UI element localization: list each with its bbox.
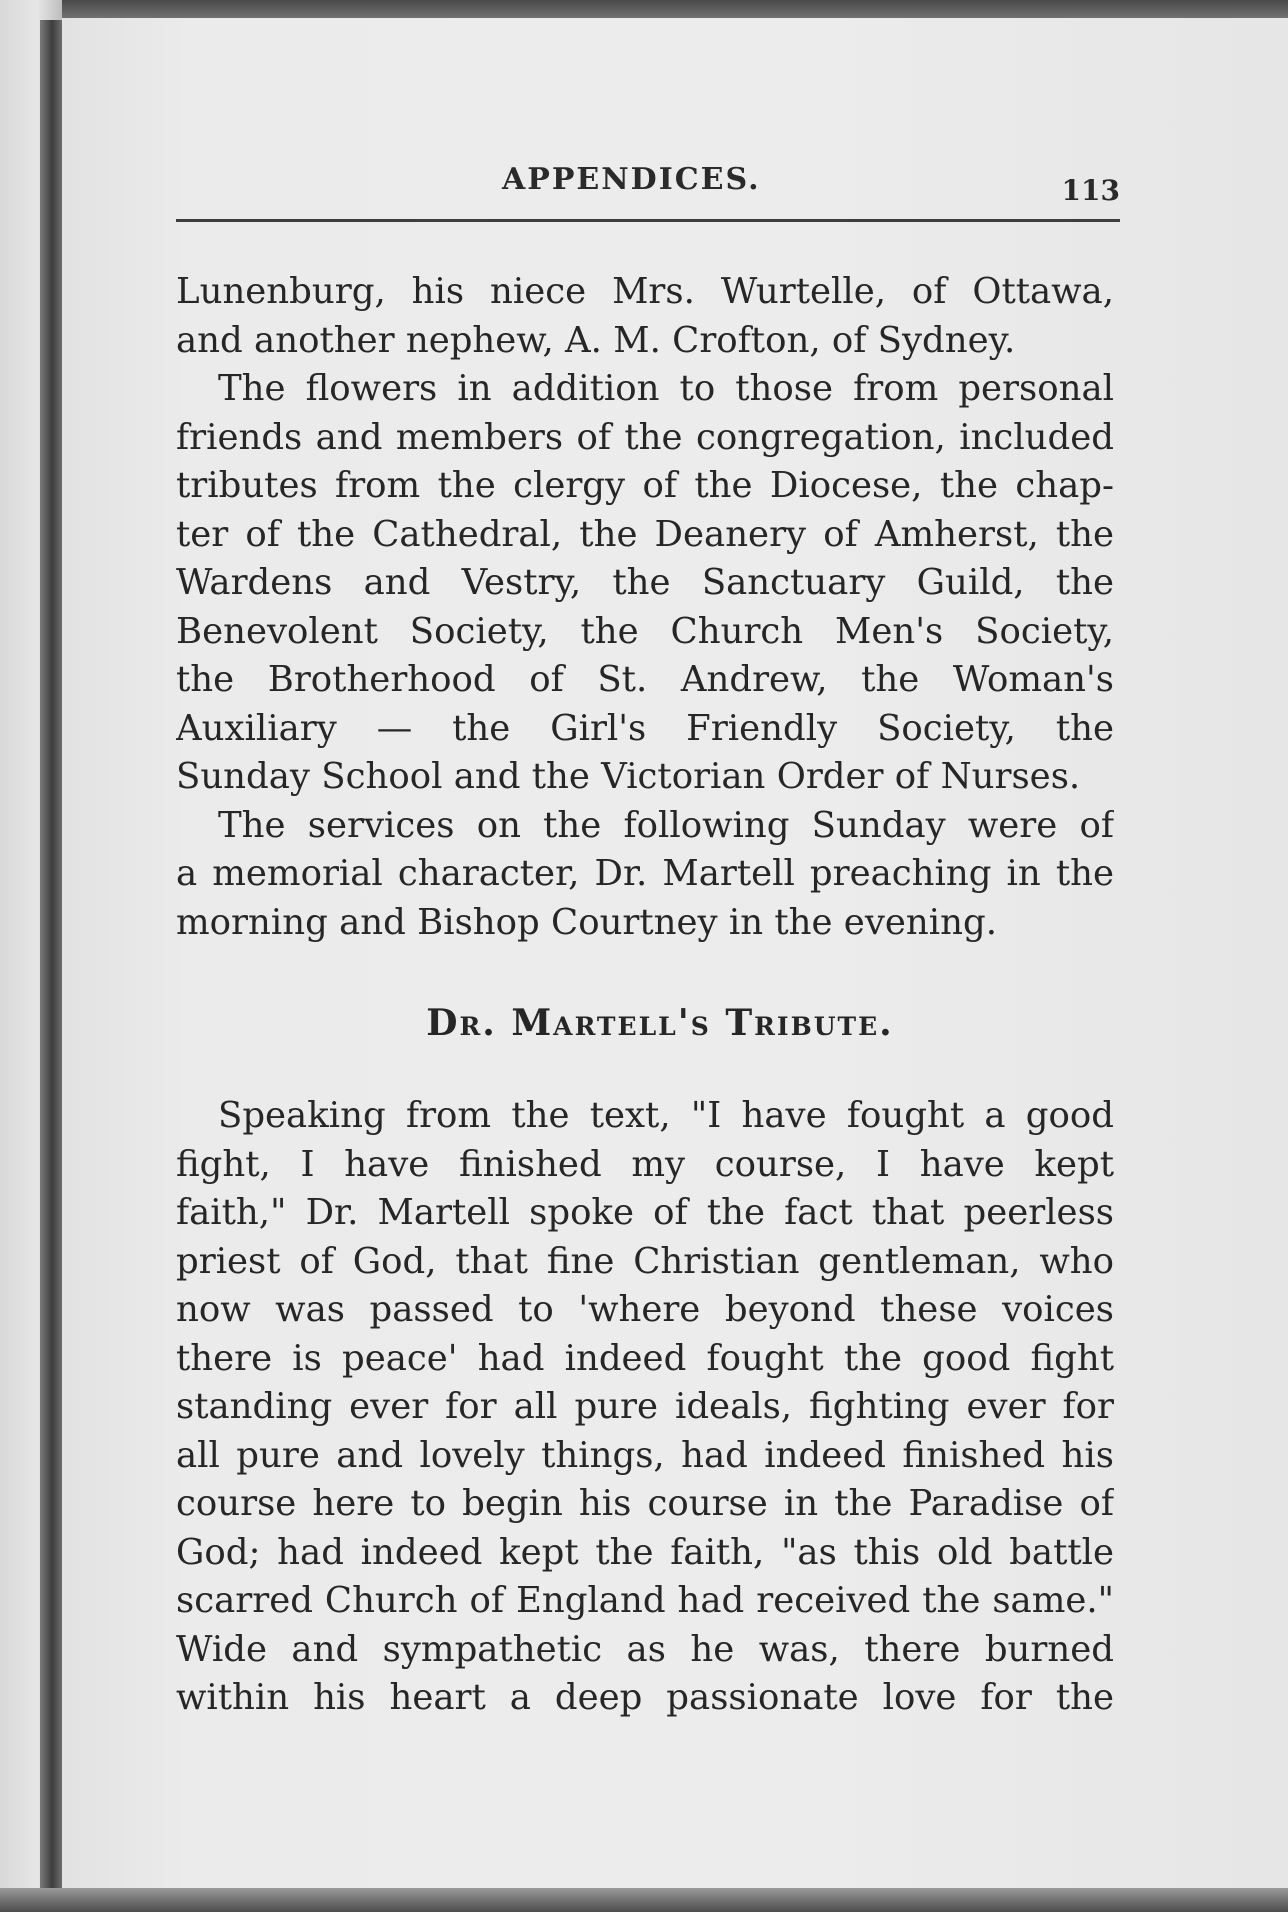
page-number: 113 (1061, 174, 1120, 207)
text-line: and another nephew, A. M. Crofton, of Sydney. (176, 319, 1016, 361)
text-line: priest of God, that fine Christian gentleman, who (176, 1240, 1114, 1282)
text-line: Benevolent Society, the Church Men's Society, (176, 610, 1114, 652)
book-spine-shadow (40, 20, 62, 1890)
text-line: Wardens and Vestry, the Sanctuary Guild, the (176, 562, 1114, 603)
text-line: Sunday School and the Victorian Order of Nurses. (176, 756, 1081, 797)
text-line: within his heart a deep passionate love for the (176, 1677, 1114, 1718)
text-line: all pure and lovely things, had indeed finished his (176, 1434, 1114, 1476)
running-head (176, 162, 1120, 212)
body-text-2 (176, 1092, 1114, 1723)
text-line: course here to begin his course in the Paradise of (176, 1483, 1114, 1524)
text-line: God; had indeed kept the faith, "as this old battle (176, 1531, 1114, 1573)
text-line: ter of the Cathedral, the Deanery of Amherst, the (176, 513, 1114, 555)
text-line: now was passed to 'where beyond these voices (176, 1289, 1114, 1330)
text-line: faith," Dr. Martell spoke of the fact that peerless (176, 1192, 1114, 1233)
text-line: The flowers in addition to those from personal (218, 368, 1114, 409)
text-line: standing ever for all pure ideals, fighting ever for (176, 1386, 1114, 1427)
text-line: tributes from the clergy of the Diocese, the chap- (176, 465, 1114, 506)
text-line: Speaking from the text, "I have fought a good (218, 1095, 1114, 1136)
text-line: fight, I have finished my course, I have kept (176, 1143, 1114, 1185)
section-heading: Dr. Martell's Tribute. (426, 1002, 894, 1044)
body-text-1 (176, 268, 1114, 947)
text-line: scarred Church of England had received the same." (176, 1580, 1114, 1621)
header-rule (176, 219, 1120, 222)
text-line: friends and members of the congregation, included (176, 416, 1114, 458)
text-line: there is peace' had indeed fought the good fight (176, 1337, 1114, 1379)
text-line: morning and Bishop Courtney in the evening. (176, 901, 997, 943)
text-line: Lunenburg, his niece Mrs. Wurtelle, of Ottawa, (176, 271, 1114, 312)
text-line: The services on the following Sunday were of (218, 804, 1114, 846)
running-title: APPENDICES. (502, 162, 761, 197)
text-line: Wide and sympathetic as he was, there burned (176, 1628, 1114, 1670)
text-line: Auxiliary — the Girl's Friendly Society, the (176, 707, 1114, 749)
scan-bottom-edge (0, 1888, 1288, 1912)
text-line: a memorial character, Dr. Martell preaching in the (176, 853, 1114, 894)
text-line: the Brotherhood of St. Andrew, the Woman's (176, 659, 1114, 700)
